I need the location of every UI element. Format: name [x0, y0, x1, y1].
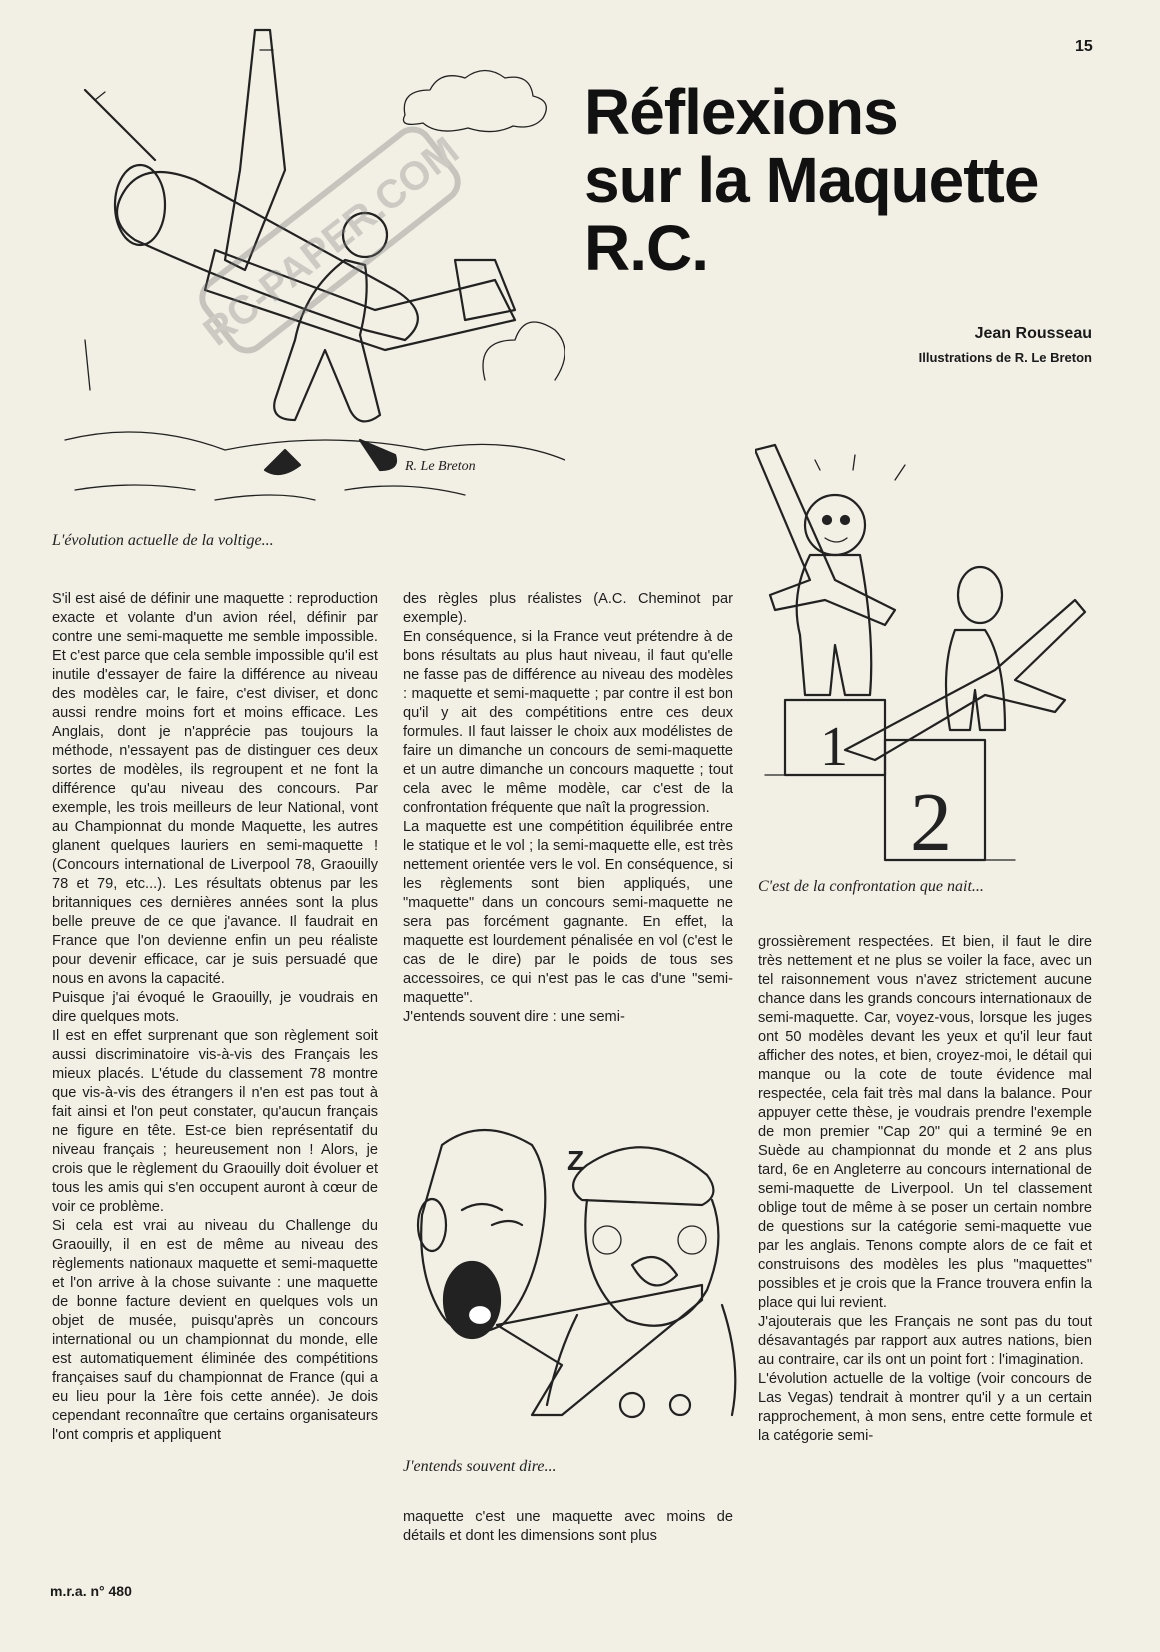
col3-paragraph-2: J'ajouterais que les Français ne sont pas du tout désavantagés par rapport aux autres nations, bien au contraire, car ils ont un point fort : l'imagination.	[758, 1314, 1092, 1368]
article-column-1	[52, 590, 378, 1445]
col1-paragraph-2: Puisque j'ai évoqué le Graouilly, je voudrais en dire quelques mots.	[52, 990, 378, 1025]
top-cartoon-illustration	[45, 20, 565, 530]
article-column-2-top	[403, 590, 733, 1027]
col1-paragraph-3: Il est en effet surprenant que son règlement soit aussi discriminatoire vis-à-vis des Français les mieux placés. L'étude du classement 78 montre que vis-à-vis des étrangers il n'en est pas tout à fait ainsi et l'on peut constater, qu'aucun français ne figure en tête. Est-ce bien représentatif du niveau français ; heureusement non ! Alors, je crois que le règlement du Graouilly doit évoluer et tous les amis qui s'en occupent auront à cœur de voir ce problème.	[52, 1028, 378, 1215]
issue-footer: m.r.a. n° 480	[50, 1583, 132, 1599]
col1-paragraph-4: Si cela est vrai au niveau du Challenge du Graouilly, il en est de même au niveau des règlements nationaux maquette et semi-maquette et l'on arrive à la chose suivante : une maquette de bonne facture devient en quelques vols un objet de musée, puisqu'après un concours international ou un championnat du monde, elle est automatiquement éliminée des compétitions françaises sauf du championnat de France (qui a eu lieu pour la 1ère fois cette année). Je dois cependant reconnaître que certains organisateurs l'ont compris et appliquent	[52, 1218, 378, 1443]
col2-paragraph-4: J'entends souvent dire : une semi-	[403, 1009, 625, 1025]
col2-paragraph-3: La maquette est une compétition équilibrée entre le statique et le vol ; la semi-maquette elle, est très nettement orientée vers le vol. En conséquence, si les règlements sont bien appliqués, une "maquette" dans un concours semi-maquette ne sera pas forcément gagnante. En effet, la maquette est lourdement pénalisée en vol (c'est le cas de le dire) par le poids de tous ses accessoires, ce qui n'est pas le cas d'une "semi-maquette".	[403, 819, 733, 1006]
faces-illustration	[402, 1115, 742, 1450]
title-line-2: sur la Maquette	[584, 144, 1039, 216]
title-line-1: Réflexions	[584, 76, 898, 148]
podium-first-label: 1	[820, 716, 848, 778]
top-illustration-caption: L'évolution actuelle de la voltige...	[52, 532, 274, 549]
cartoon-signature: R. Le Breton	[405, 459, 476, 474]
col1-paragraph-1: S'il est aisé de définir une maquette : reproduction exacte et volante d'un avion réel, définir par contre une semi-maquette me semble impossible. Et c'est parce que cela semble impossible qu'il est inutile d'essayer de faire la différence au niveau des modèles car, le faire, c'est diviser, et donc aussi rendre moins fort et moins efficace. Les Anglais, dont je n'apprécie pas toujours la méthode, n'essayent pas de distinguer ces deux sortes de modèles, ils regroupent et ne font la différence qu'au niveau des concours. Par exemple, les trois meilleurs de leur National, vont au Championnat du monde Maquette, les autres glanent quelques lauriers en semi-maquette ! (Concours international de Liverpool 78, Graouilly 78 et 79, etc...). Les résultats obtenus par les britanniques ces dernières années sont la plus belle preuve de ce que j'avance. Il faudrait en France que l'on devienne enfin un peu réaliste pour devenir efficace, car je suis persuadé que nous en avons la capacité.	[52, 591, 378, 987]
watermark-text: RC-PAPER.COM	[195, 128, 468, 355]
podium-second-label: 2	[910, 776, 952, 869]
podium-illustration-caption: C'est de la confrontation que nait...	[758, 878, 984, 895]
col3-paragraph-3: L'évolution actuelle de la voltige (voir concours de Las Vegas) tendrait à montrer qu'il y a un certain rapprochement, à mon sens, entre cette formule et la catégorie semi-	[758, 1371, 1092, 1444]
col3-paragraph-1: grossièrement respectées. Et bien, il faut le dire très nettement et ne plus se voiler la face, avec un tel raisonnement vous n'avez strictement aucune chance dans les grands concours internationaux de semi-maquette. Car, voyez-vous, lorsque les juges ont 50 modèles devant les yeux et qu'il leur faut afficher des notes, et bien, croyez-moi, le détail qui manque ou la cote de toute évidence mal respectée, cela fait très mal dans la balance. Pour appuyer cette thèse, je voudrais prendre l'exemple de mon premier "Cap 20" qui a terminé 9e en Suède au championnat du monde et 2 ans plus tard, 6e en Angleterre au concours international de semi-maquette de Liverpool. Un tel classement oblige tout de même à se poser un certain nombre de questions sur la catégorie semi-maquette vue par les anglais. Tenons compte alors de ce fait et construisons des modèles les plus "maquettes" possibles et je crois que la France trouvera enfin la place qui lui revient.	[758, 934, 1092, 1311]
article-column-3	[758, 933, 1092, 1446]
faces-illustration-caption: J'entends souvent dire...	[403, 1458, 557, 1475]
col2-paragraph-1: des règles plus réalistes (A.C. Cheminot par exemple).	[403, 591, 733, 626]
byline	[919, 322, 1092, 370]
faces-z-mark: Z	[567, 1145, 585, 1176]
page-number: 15	[1075, 38, 1093, 55]
article-title	[584, 78, 1104, 282]
col2-paragraph-2: En conséquence, si la France veut prétendre à de bons résultats au plus haut niveau, il faut qu'elle ne fasse pas de différence au niveau des modèles : maquette et semi-maquette ; par contre il est bon qu'il y ait des compétitions entre ces deux formules. Il faut laisser le choix aux modélistes de faire un dimanche un concours de semi-maquette et un autre dimanche un concours maquette ; tout cela avec le même modèle, car c'est de la confrontation fréquente que naît la progression.	[403, 629, 733, 816]
article-column-2-bottom	[403, 1508, 733, 1546]
title-line-3: R.C.	[584, 212, 708, 284]
col2-bottom-paragraph: maquette c'est une maquette avec moins de détails et dont les dimensions sont plus	[403, 1509, 733, 1544]
illustrator-credit: Illustrations de R. Le Breton	[918, 350, 1092, 365]
podium-illustration	[755, 440, 1095, 880]
author-name: Jean Rousseau	[974, 325, 1092, 342]
